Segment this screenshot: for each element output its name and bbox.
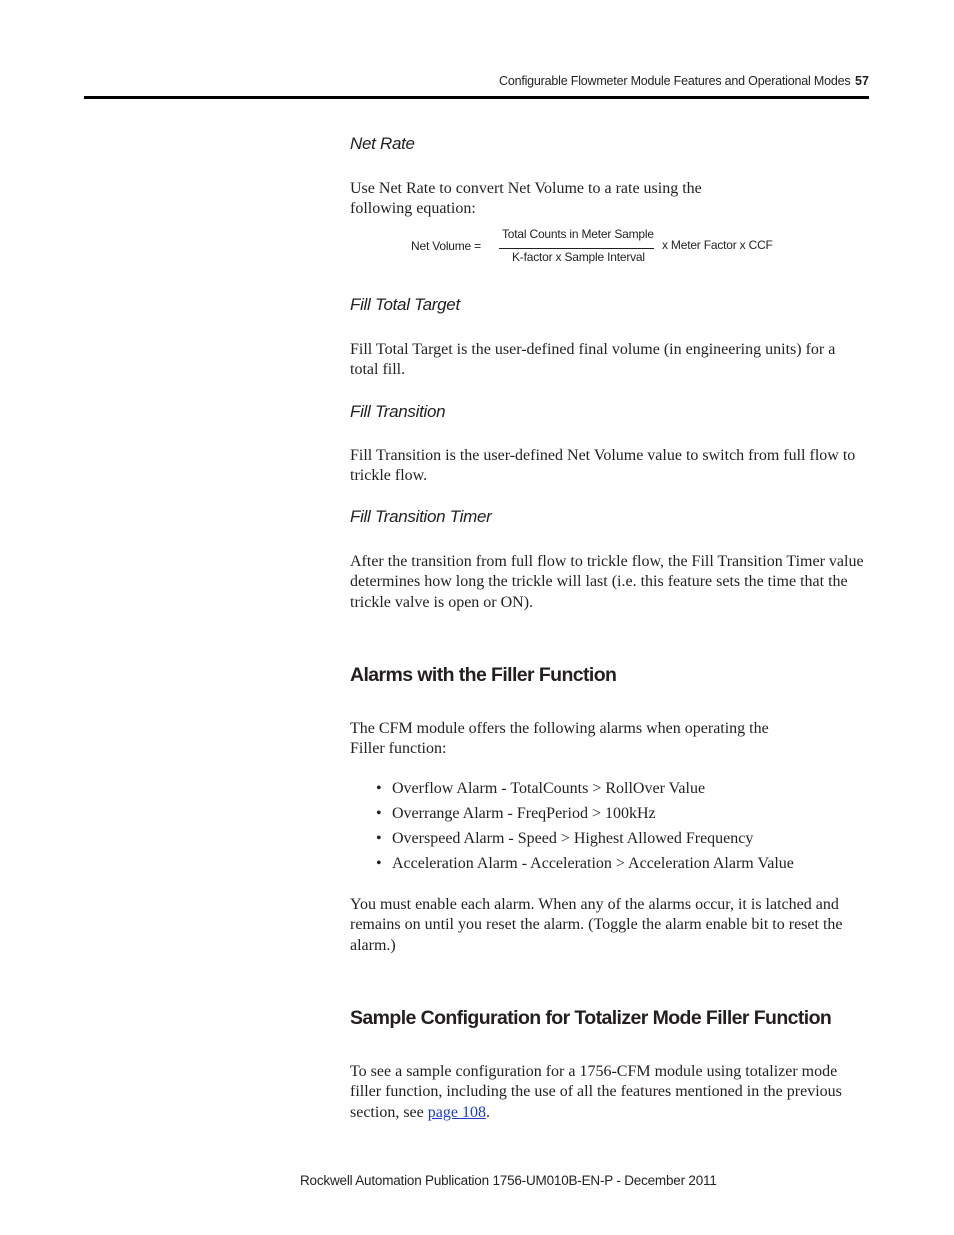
fill-total-target-heading: Fill Total Target <box>350 295 460 314</box>
net-rate-intro-line2: following equation: <box>350 200 476 218</box>
fraction-bar <box>499 248 654 249</box>
fill-transition-timer-heading: Fill Transition Timer <box>350 507 492 526</box>
equation-lhs: Net Volume = <box>411 239 481 253</box>
bullet-icon: • <box>376 855 382 872</box>
running-header-title: Configurable Flowmeter Module Features and Operational Modes <box>499 74 851 88</box>
header-rule <box>84 96 869 99</box>
page-108-link[interactable]: page 108 <box>427 1103 486 1121</box>
fill-transition-heading: Fill Transition <box>350 402 446 421</box>
alarm-list <box>376 779 794 879</box>
fill-transition-body: Fill Transition is the user-defined Net Volume value to switch from full flow to trickle flow. <box>350 447 856 485</box>
footer-publication: Rockwell Automation Publication 1756-UM010B-EN-P - December 2011 <box>300 1173 717 1188</box>
list-item <box>376 779 794 804</box>
list-item-text: Overflow Alarm - TotalCounts > RollOver Value <box>392 780 706 797</box>
list-item-text: Overrange Alarm - FreqPeriod > 100kHz <box>392 805 656 822</box>
fill-transition-timer-body: After the transition from full flow to trickle flow, the Fill Transition Timer value determines how long the trickle will last (i.e. this feature sets the time that the trickle valve is open or ON). <box>350 553 864 611</box>
alarms-intro-line2: Filler function: <box>350 740 447 758</box>
net-rate-intro <box>350 179 865 220</box>
fill-total-target-body: Fill Total Target is the user-defined final volume (in engineering units) for a total fill. <box>350 341 836 379</box>
bullet-icon: • <box>376 805 382 822</box>
list-item <box>376 804 794 829</box>
equation-denominator: K-factor x Sample Interval <box>512 250 645 264</box>
list-item-text: Overspeed Alarm - Speed > Highest Allowed Frequency <box>392 830 754 847</box>
alarms-heading: Alarms with the Filler Function <box>350 664 617 686</box>
page-number: 57 <box>855 74 869 88</box>
net-rate-intro-line1: Use Net Rate to convert Net Volume to a rate using the <box>350 180 702 197</box>
bullet-icon: • <box>376 830 382 847</box>
sample-config-text: To see a sample configuration for a 1756-CFM module using totalizer mode filler function, including the use of all the features mentioned in the previous section, see <box>350 1063 842 1121</box>
list-item <box>376 854 794 879</box>
list-item-text: Acceleration Alarm - Acceleration > Acceleration Alarm Value <box>392 855 794 872</box>
list-item <box>376 829 794 854</box>
bullet-icon: • <box>376 780 382 797</box>
equation-rhs: x Meter Factor x CCF <box>662 238 773 252</box>
alarms-note: You must enable each alarm. When any of the alarms occur, it is latched and remains on until you reset the alarm. (Toggle the alarm enable bit to reset the alarm.) <box>350 896 843 954</box>
equation-numerator: Total Counts in Meter Sample <box>502 227 654 241</box>
net-rate-heading: Net Rate <box>350 134 415 153</box>
alarms-intro-line1: The CFM module offers the following alarms when operating the <box>350 720 769 737</box>
sample-config-heading: Sample Configuration for Totalizer Mode Filler Function <box>350 1007 832 1029</box>
alarms-intro <box>350 719 865 760</box>
sample-config-body <box>350 1062 865 1123</box>
sample-config-period: . <box>485 1103 490 1121</box>
